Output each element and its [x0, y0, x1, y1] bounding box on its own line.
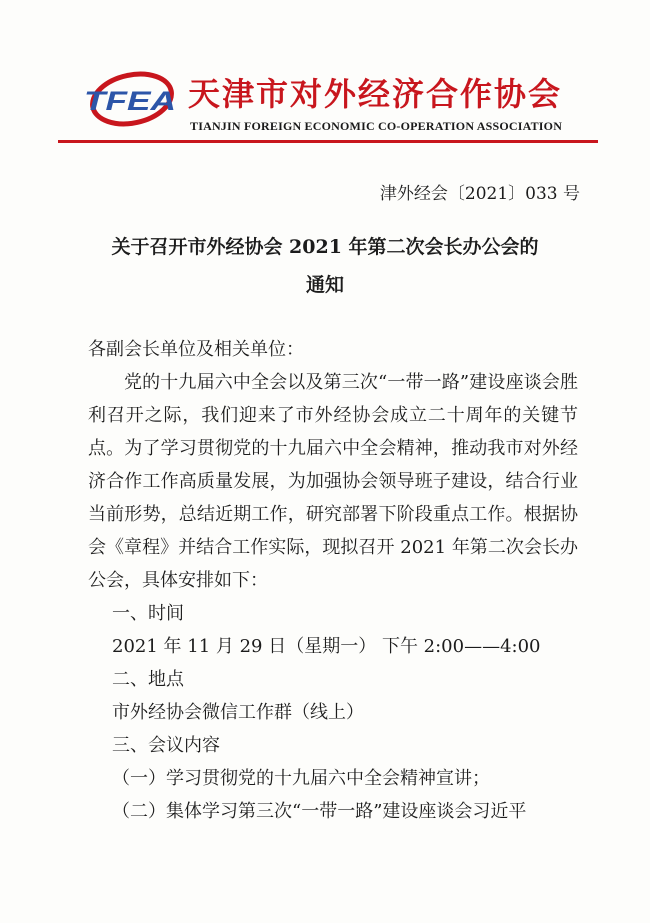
- salutation: 各副会长单位及相关单位：: [88, 339, 304, 360]
- title-line-2: 通知: [305, 274, 344, 296]
- section-heading-agenda: 三、会议内容: [112, 735, 220, 756]
- organization-name-chinese: 天津市对外经济合作协会: [188, 75, 563, 113]
- tfea-logo: [82, 69, 178, 131]
- section-heading-location: 二、地点: [112, 669, 184, 690]
- title-line-1: 关于召开市外经协会 2021 年第二次会长办公会的: [111, 236, 539, 258]
- document-number: 津外经会〔2021〕033 号: [379, 184, 580, 204]
- agenda-item-1: （一）学习贯彻党的十九届六中全会精神宣讲；: [112, 768, 490, 789]
- meeting-time: 2021 年 11 月 29 日（星期一） 下午 2:00——4:00: [112, 636, 541, 657]
- letterhead: [0, 0, 650, 160]
- meeting-location: 市外经协会微信工作群（线上）: [112, 702, 364, 723]
- intro-paragraph: 党的十九届六中全会以及第三次“一带一路”建设座谈会胜利召开之际，我们迎来了市外经协会成立二十周年的关键节点。为了学习贯彻党的十九届六中全会精神，推动我市对外经济合作工作高质量发展，为加强协会领导班子建设，结合行业当前形势，总结近期工作，研究部署下阶段重点工作。根据协会《章程》并结合工作实际，现拟召开 2021 年第二次会长办公会，具体安排如下：: [88, 372, 578, 591]
- svg-text:TFEA: TFEA: [84, 86, 176, 116]
- document-body: [88, 333, 578, 828]
- document-title: [60, 228, 590, 304]
- agenda-item-2: （二）集体学习第三次“一带一路”建设座谈会习近平: [112, 801, 527, 822]
- organization-name-english: TIANJIN FOREIGN ECONOMIC CO-OPERATION ASSOCIATION: [190, 119, 563, 133]
- section-heading-time: 一、时间: [112, 603, 184, 624]
- header-divider: [58, 140, 598, 143]
